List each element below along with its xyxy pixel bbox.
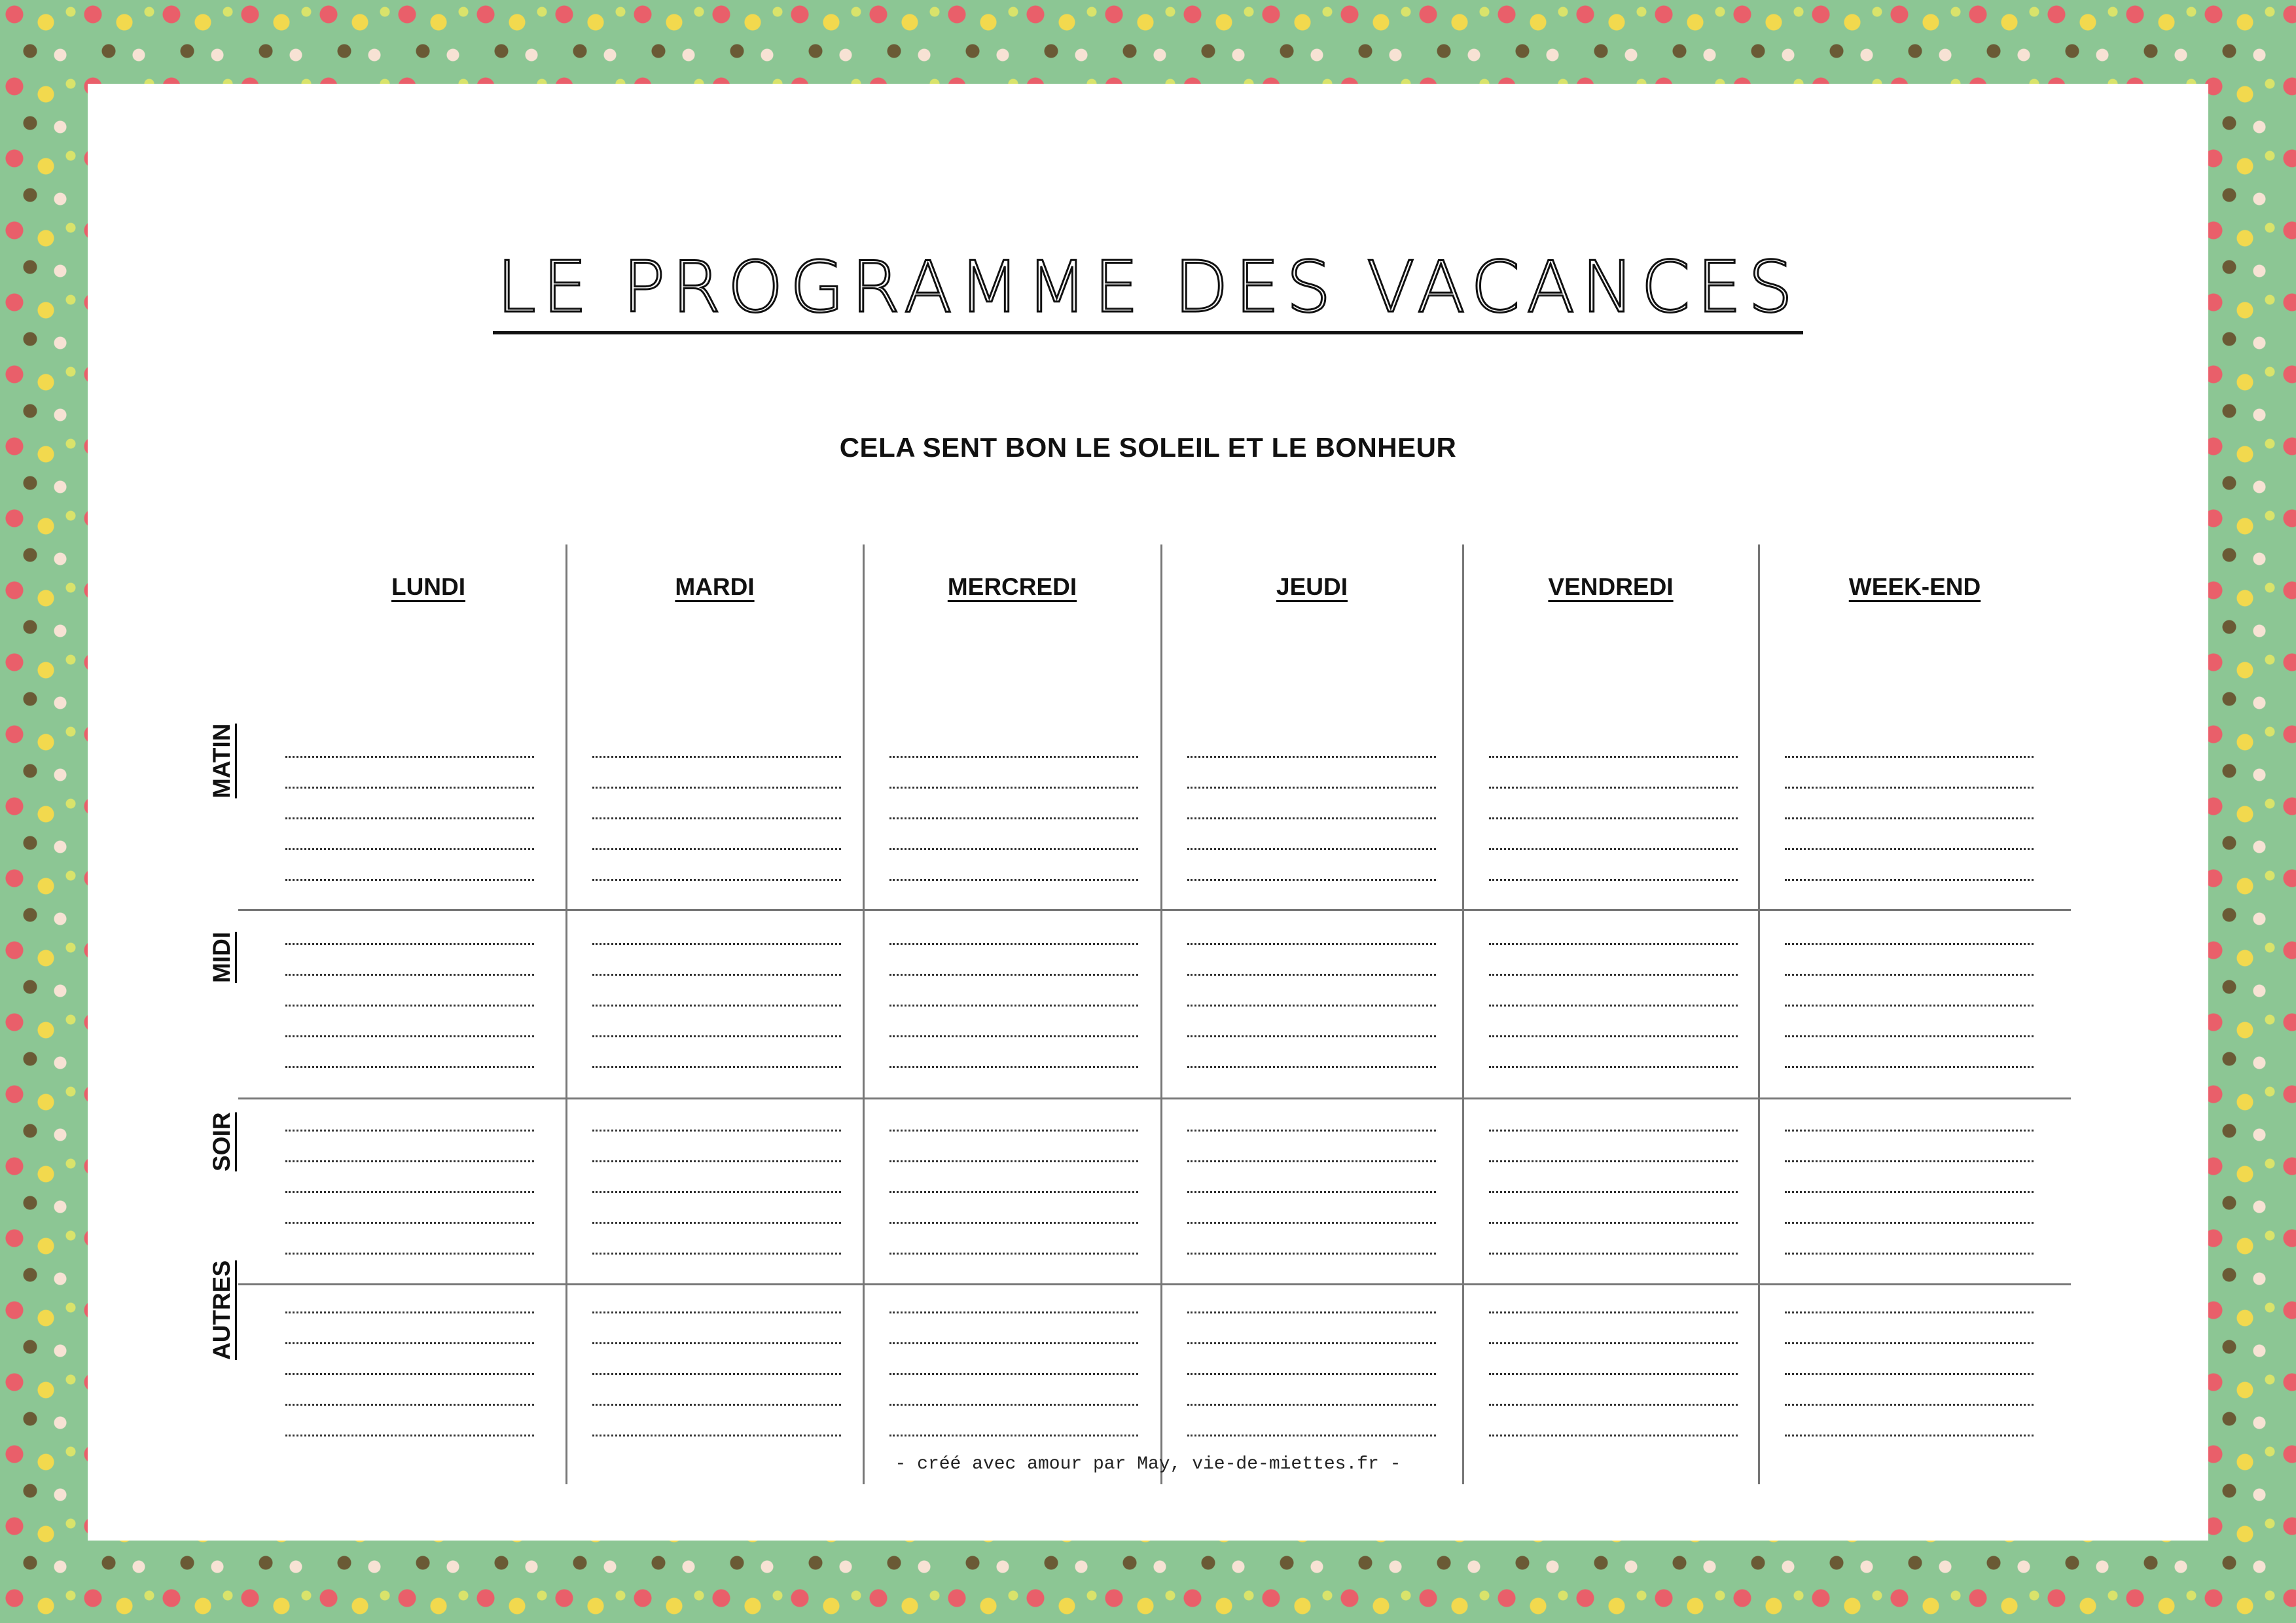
row-divider <box>238 1097 2071 1099</box>
dotted-writing-line <box>889 1222 1138 1224</box>
dotted-writing-line <box>1785 817 2034 819</box>
dotted-writing-line <box>1187 756 1436 758</box>
planner-sheet <box>88 84 2208 1541</box>
dotted-writing-line <box>1187 1373 1436 1375</box>
dotted-writing-line <box>285 943 534 945</box>
dotted-writing-line <box>592 848 841 850</box>
dotted-writing-line <box>592 943 841 945</box>
dotted-writing-line <box>592 974 841 976</box>
day-header-mercredi: MERCREDI <box>947 573 1077 600</box>
period-label-autres: AUTRES <box>208 1260 235 1360</box>
dotted-writing-line <box>285 848 534 850</box>
dotted-writing-line <box>889 1005 1138 1007</box>
dotted-writing-line <box>889 943 1138 945</box>
period-label-midi: MIDI <box>208 931 235 983</box>
dotted-writing-line <box>1489 879 1738 881</box>
dotted-writing-line <box>285 1066 534 1068</box>
dotted-writing-line <box>592 1066 841 1068</box>
dotted-writing-line <box>1785 1160 2034 1162</box>
dotted-writing-line <box>285 1160 534 1162</box>
dotted-writing-line <box>592 1191 841 1193</box>
dotted-writing-line <box>285 879 534 881</box>
dotted-writing-line <box>1489 943 1738 945</box>
column-divider <box>565 544 567 1484</box>
dotted-writing-line <box>889 848 1138 850</box>
dotted-writing-line <box>1489 848 1738 850</box>
dotted-writing-line <box>1785 1342 2034 1344</box>
dotted-writing-line <box>592 1160 841 1162</box>
weekly-planner-grid <box>88 84 2208 1541</box>
dotted-writing-line <box>1785 1404 2034 1406</box>
dotted-writing-line <box>1187 974 1436 976</box>
dotted-writing-line <box>889 879 1138 881</box>
dotted-writing-line <box>1187 1342 1436 1344</box>
dotted-writing-line <box>1785 1130 2034 1132</box>
dotted-writing-line <box>285 1253 534 1255</box>
dotted-writing-line <box>1489 1066 1738 1068</box>
dotted-writing-line <box>1187 1311 1436 1313</box>
dotted-writing-line <box>1489 1435 1738 1436</box>
dotted-writing-line <box>1489 1342 1738 1344</box>
dotted-writing-line <box>889 1160 1138 1162</box>
dotted-writing-line <box>889 756 1138 758</box>
column-divider <box>1160 544 1162 1484</box>
dotted-writing-line <box>1489 1253 1738 1255</box>
dotted-writing-line <box>592 1253 841 1255</box>
dotted-writing-line <box>889 787 1138 789</box>
dotted-writing-line <box>285 756 534 758</box>
dotted-writing-line <box>889 1066 1138 1068</box>
dotted-writing-line <box>592 1222 841 1224</box>
dotted-writing-line <box>1785 1066 2034 1068</box>
dotted-writing-line <box>592 787 841 789</box>
page-subtitle: CELA SENT BON LE SOLEIL ET LE BONHEUR <box>839 432 1457 463</box>
day-header-week-end: WEEK-END <box>1848 573 1981 600</box>
dotted-writing-line <box>889 974 1138 976</box>
dotted-writing-line <box>285 1222 534 1224</box>
dotted-writing-line <box>592 1342 841 1344</box>
dotted-writing-line <box>1489 1160 1738 1162</box>
dotted-writing-line <box>1489 787 1738 789</box>
dotted-writing-line <box>285 1342 534 1344</box>
dotted-writing-line <box>1187 848 1436 850</box>
dotted-writing-line <box>285 974 534 976</box>
dotted-writing-line <box>889 817 1138 819</box>
dotted-writing-line <box>889 1253 1138 1255</box>
dotted-writing-line <box>1489 1311 1738 1313</box>
dotted-writing-line <box>1187 1253 1436 1255</box>
day-header-lundi: LUNDI <box>391 573 466 600</box>
period-label-soir: SOIR <box>208 1112 235 1171</box>
dotted-writing-line <box>1489 1005 1738 1007</box>
dotted-writing-line <box>1489 1404 1738 1406</box>
column-divider <box>863 544 865 1484</box>
dotted-writing-line <box>1489 1130 1738 1132</box>
column-divider <box>1462 544 1464 1484</box>
dotted-writing-line <box>1187 787 1436 789</box>
dotted-writing-line <box>1489 1222 1738 1224</box>
dotted-writing-line <box>592 1035 841 1037</box>
dotted-writing-line <box>592 1311 841 1313</box>
dotted-writing-line <box>592 1005 841 1007</box>
dotted-writing-line <box>1785 848 2034 850</box>
dotted-writing-line <box>592 1373 841 1375</box>
dotted-writing-line <box>285 1130 534 1132</box>
dotted-writing-line <box>889 1191 1138 1193</box>
dotted-writing-line <box>1785 943 2034 945</box>
day-header-mardi: MARDI <box>675 573 755 600</box>
dotted-writing-line <box>1187 1222 1436 1224</box>
dotted-writing-line <box>1489 974 1738 976</box>
dotted-writing-line <box>1187 879 1436 881</box>
dotted-writing-line <box>285 1005 534 1007</box>
dotted-writing-line <box>285 1191 534 1193</box>
dotted-writing-line <box>889 1035 1138 1037</box>
dotted-writing-line <box>285 1435 534 1436</box>
dotted-writing-line <box>592 879 841 881</box>
dotted-writing-line <box>1187 943 1436 945</box>
dotted-writing-line <box>1785 879 2034 881</box>
dotted-writing-line <box>285 1373 534 1375</box>
dotted-writing-line <box>1187 1066 1436 1068</box>
dotted-writing-line <box>1187 1035 1436 1037</box>
dotted-writing-line <box>285 1311 534 1313</box>
day-header-jeudi: JEUDI <box>1276 573 1348 600</box>
dotted-writing-line <box>889 1404 1138 1406</box>
dotted-writing-line <box>889 1435 1138 1436</box>
dotted-writing-line <box>1489 1373 1738 1375</box>
dotted-writing-line <box>889 1373 1138 1375</box>
dotted-writing-line <box>285 817 534 819</box>
period-label-matin: MATIN <box>208 723 235 798</box>
dotted-writing-line <box>592 1130 841 1132</box>
dotted-writing-line <box>1785 1373 2034 1375</box>
dotted-writing-line <box>1785 974 2034 976</box>
dotted-writing-line <box>1785 1435 2034 1436</box>
dotted-writing-line <box>889 1311 1138 1313</box>
row-divider <box>238 1283 2071 1285</box>
dotted-writing-line <box>889 1130 1138 1132</box>
column-divider <box>1758 544 1760 1484</box>
dotted-writing-line <box>1489 1035 1738 1037</box>
dotted-writing-line <box>1187 1160 1436 1162</box>
dotted-writing-line <box>1785 1253 2034 1255</box>
dotted-writing-line <box>1785 1191 2034 1193</box>
dotted-writing-line <box>285 787 534 789</box>
dotted-writing-line <box>1785 1311 2034 1313</box>
dotted-writing-line <box>889 1342 1138 1344</box>
dotted-writing-line <box>1489 756 1738 758</box>
dotted-writing-line <box>1187 1130 1436 1132</box>
dotted-writing-line <box>285 1404 534 1406</box>
page-title: LE PROGRAMME DES VACANCES <box>493 249 1804 334</box>
dotted-writing-line <box>1785 787 2034 789</box>
dotted-writing-line <box>592 1435 841 1436</box>
dotted-writing-line <box>592 1404 841 1406</box>
dotted-writing-line <box>1489 817 1738 819</box>
dotted-writing-line <box>1785 1035 2034 1037</box>
dotted-writing-line <box>1785 1222 2034 1224</box>
dotted-writing-line <box>592 756 841 758</box>
dotted-writing-line <box>1187 1191 1436 1193</box>
dotted-writing-line <box>1785 756 2034 758</box>
dotted-writing-line <box>592 817 841 819</box>
row-divider <box>238 909 2071 911</box>
dotted-writing-line <box>1187 817 1436 819</box>
credit-footer: - créé avec amour par May, vie-de-miettes.fr - <box>895 1454 1401 1474</box>
dotted-writing-line <box>1187 1404 1436 1406</box>
dotted-writing-line <box>1187 1005 1436 1007</box>
dotted-writing-line <box>1785 1005 2034 1007</box>
dotted-writing-line <box>1187 1435 1436 1436</box>
day-header-vendredi: VENDREDI <box>1548 573 1674 600</box>
dotted-writing-line <box>285 1035 534 1037</box>
dotted-writing-line <box>1489 1191 1738 1193</box>
